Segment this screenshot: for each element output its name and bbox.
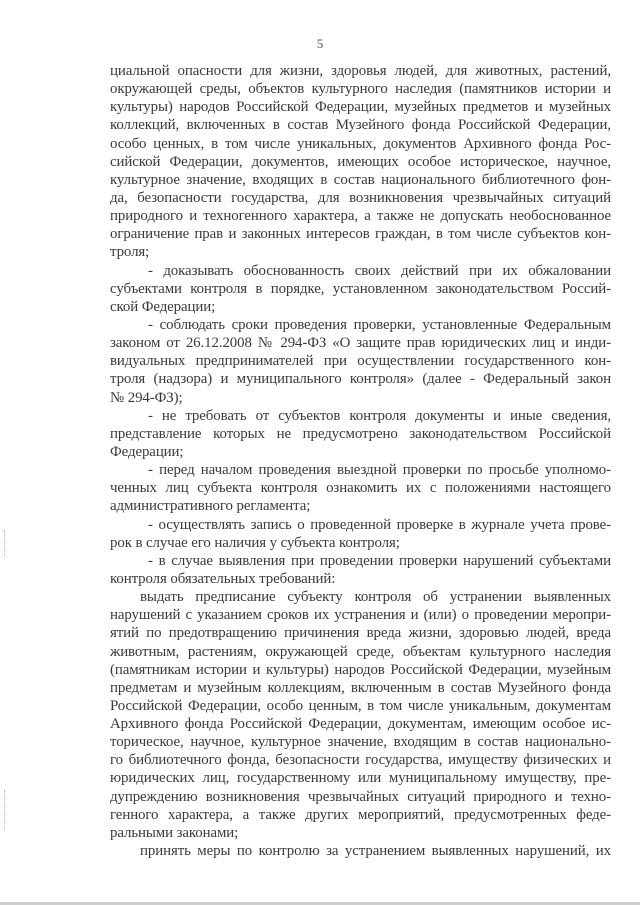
text-line: коллекций, включенных в состав Музейного фонда Российской Федерации, — [110, 117, 611, 134]
text-line: административного регламента; — [110, 498, 311, 515]
text-line: - осуществлять запись о проведенной проверке в журнале учета прове- — [148, 516, 611, 533]
page-number: 5 — [316, 36, 324, 51]
text-line: нарушений с указанием сроков их устранения и (или) о проведении меропри- — [110, 607, 611, 624]
text-line: принять меры по контролю за устранением выявленных нарушений, их — [140, 843, 611, 860]
text-line: культурное значение, входящих в состав национального библиотечного фон- — [110, 171, 611, 188]
text-line: представление которых не предусмотрено законодательством Российской — [110, 425, 611, 442]
text-line: животным, растениям, окружающей среде, объектам культурного наследия — [110, 643, 611, 660]
text-line: троля (надзора) и муниципального контроля» (далее - Федеральный закон — [110, 371, 611, 388]
text-line: природного и техногенного характера, а также не допускать необоснованное — [110, 208, 611, 225]
text-line: Российской Федерации, особо ценным, в том числе уникальным, документам — [110, 697, 611, 714]
document-body — [110, 62, 611, 860]
text-line: генного характера, а также других мероприятий, предусмотренных феде- — [110, 806, 611, 823]
margin-scan-artifact — [4, 530, 7, 556]
text-line: ской Федерации; — [110, 298, 216, 315]
text-line: контроля обязательных требований: — [110, 570, 336, 587]
margin-scan-artifact — [4, 790, 7, 830]
text-line: го библиотечного фонда, безопасности государства, имуществу физических и — [110, 752, 611, 769]
text-line: (памятникам истории и культуры) народов Российской Федерации, музейным — [110, 661, 611, 678]
text-line: предметам и музейным коллекциям, включенным в состав Музейного фонда — [110, 679, 611, 696]
text-line: - доказывать обоснованность своих действий при их обжаловании — [148, 262, 611, 279]
text-line: ограничение прав и законных интересов граждан, в том числе субъектов кон- — [110, 226, 611, 243]
text-line: видуальных предпринимателей при осуществлении государственного кон- — [110, 353, 611, 370]
text-line: - соблюдать сроки проведения проверки, установленные Федеральным — [148, 316, 611, 333]
text-line: - перед началом проведения выездной проверки по просьбе уполномо- — [148, 462, 611, 479]
text-line: циальной опасности для жизни, здоровья людей, для животных, растений, — [110, 63, 611, 79]
text-line: ятий по предотвращению причинения вреда жизни, здоровью людей, вреда — [110, 625, 611, 642]
text-line: дупреждению возникновения чрезвычайных ситуаций природного и техно- — [110, 788, 611, 805]
text-line: субъектами контроля в порядке, установленном законодательством Россий- — [110, 280, 611, 297]
text-line: окружающей среды, объектов культурного наследия (памятников истории и — [110, 81, 611, 98]
text-line: троля; — [110, 244, 150, 261]
text-line: - не требовать от субъектов контроля документы и иные сведения, — [148, 407, 611, 424]
text-line: особо ценных, в том числе уникальных, документов Архивного фонда Рос- — [110, 135, 611, 152]
text-line: № 294-ФЗ); — [110, 389, 183, 406]
text-line: торическое, научное, культурное значение, входящим в состав национально- — [110, 734, 611, 751]
text-line: ральными законами; — [110, 824, 239, 841]
text-line: ченных лиц субъекта контроля ознакомить их с положениями настоящего — [110, 480, 611, 497]
text-line: выдать предписание субъекту контроля об устранении выявленных — [140, 589, 611, 606]
text-line: законом от 26.12.2008 № 294-ФЗ «О защите прав юридических лиц и инди- — [110, 335, 611, 352]
text-line: Архивного фонда Российской Федерации, документам, имеющим особое ис- — [110, 716, 611, 733]
text-line: да, безопасности государства, для возникновения чрезвычайных ситуаций — [110, 189, 611, 206]
text-line: Федерации; — [110, 443, 184, 460]
text-line: рок в случае его наличия у субъекта контроля; — [110, 534, 400, 551]
text-line: - в случае выявления при проведении проверки нарушений субъектами — [148, 552, 611, 569]
text-line: культуры) народов Российской Федерации, музейных предметов и музейных — [110, 99, 611, 116]
text-line: юридических лиц, государственному или муниципальному имуществу, пре- — [110, 770, 611, 787]
text-line: сийской Федерации, документов, имеющих особое историческое, научное, — [110, 153, 611, 170]
